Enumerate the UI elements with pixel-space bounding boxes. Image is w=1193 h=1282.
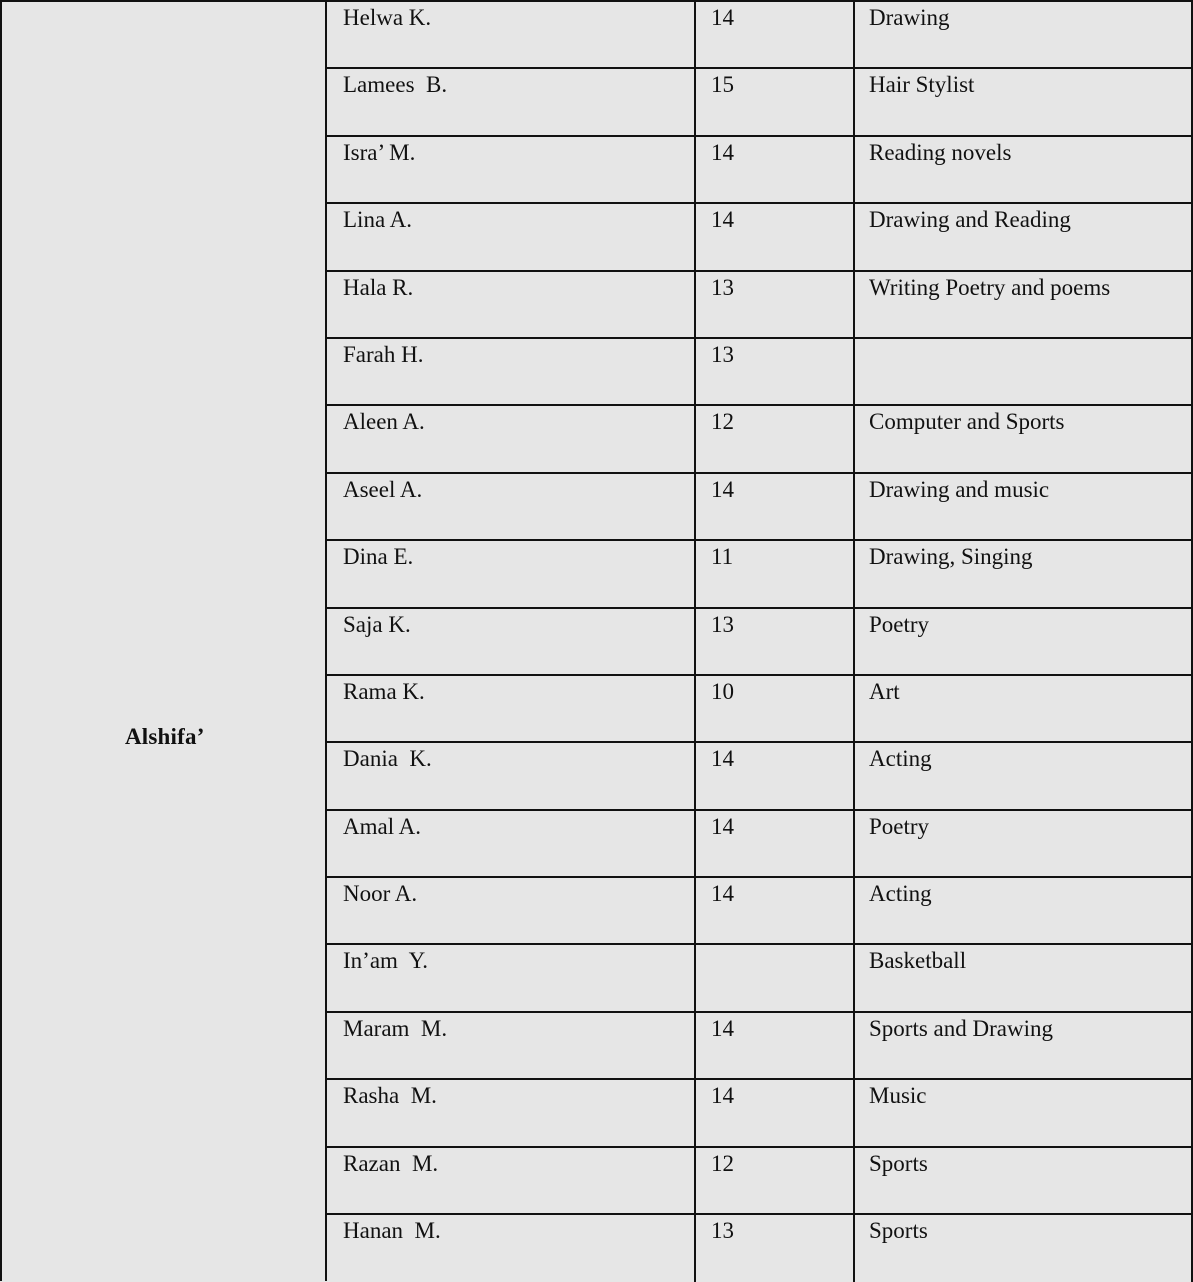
age-cell [696, 945, 855, 1010]
hobby-cell: Writing Poetry and poems [855, 272, 1193, 337]
name-cell: Farah H. [327, 339, 696, 404]
age-cell: 13 [696, 272, 855, 337]
hobby-cell: Art [855, 676, 1193, 741]
age-cell: 13 [696, 1215, 855, 1282]
age-cell: 14 [696, 811, 855, 876]
table-row [327, 945, 1193, 1012]
hobby-cell [855, 339, 1193, 404]
age-cell: 10 [696, 676, 855, 741]
hobby-cell: Music [855, 1080, 1193, 1145]
group-label: Alshifa’ [125, 724, 205, 749]
hobby-cell: Poetry [855, 609, 1193, 674]
table-row [327, 406, 1193, 473]
hobby-cell: Drawing, Singing [855, 541, 1193, 606]
name-cell: Dina E. [327, 541, 696, 606]
hobby-cell: Basketball [855, 945, 1193, 1010]
table-row [327, 137, 1193, 204]
group-cell [0, 0, 327, 1281]
name-cell: Aseel A. [327, 474, 696, 539]
hobby-cell: Poetry [855, 811, 1193, 876]
name-cell: Rama K. [327, 676, 696, 741]
hobby-cell: Drawing and music [855, 474, 1193, 539]
age-cell: 14 [696, 1080, 855, 1145]
table-row [327, 676, 1193, 743]
hobby-cell: Hair Stylist [855, 69, 1193, 134]
hobby-cell: Reading novels [855, 137, 1193, 202]
hobby-cell: Acting [855, 878, 1193, 943]
name-cell: In’am Y. [327, 945, 696, 1010]
hobby-cell: Acting [855, 743, 1193, 808]
name-cell: Hanan M. [327, 1215, 696, 1282]
age-cell: 14 [696, 204, 855, 269]
table-row [327, 1080, 1193, 1147]
hobby-cell: Drawing and Reading [855, 204, 1193, 269]
age-cell: 14 [696, 1013, 855, 1078]
hobby-cell: Sports [855, 1148, 1193, 1213]
table-row [327, 204, 1193, 271]
name-cell: Noor A. [327, 878, 696, 943]
table-row [327, 878, 1193, 945]
name-cell: Amal A. [327, 811, 696, 876]
age-cell: 13 [696, 609, 855, 674]
name-cell: Aleen A. [327, 406, 696, 471]
name-cell: Razan M. [327, 1148, 696, 1213]
name-cell: Helwa K. [327, 2, 696, 67]
name-cell: Saja K. [327, 609, 696, 674]
name-cell: Hala R. [327, 272, 696, 337]
name-cell: Isra’ M. [327, 137, 696, 202]
table-row [327, 339, 1193, 406]
students-table [327, 0, 1193, 1281]
hobby-cell: Computer and Sports [855, 406, 1193, 471]
name-cell: Lina A. [327, 204, 696, 269]
name-cell: Lamees B. [327, 69, 696, 134]
table-row [327, 1215, 1193, 1282]
table-row [327, 541, 1193, 608]
age-cell: 13 [696, 339, 855, 404]
name-cell: Maram M. [327, 1013, 696, 1078]
table-row [327, 743, 1193, 810]
table-row [327, 69, 1193, 136]
age-cell: 14 [696, 743, 855, 808]
age-cell: 11 [696, 541, 855, 606]
age-cell: 12 [696, 1148, 855, 1213]
age-cell: 14 [696, 878, 855, 943]
table-row [327, 811, 1193, 878]
name-cell: Dania K. [327, 743, 696, 808]
hobby-cell: Sports [855, 1215, 1193, 1282]
age-cell: 14 [696, 137, 855, 202]
table-row [327, 1148, 1193, 1215]
hobby-cell: Drawing [855, 2, 1193, 67]
age-cell: 15 [696, 69, 855, 134]
hobby-cell: Sports and Drawing [855, 1013, 1193, 1078]
age-cell: 14 [696, 474, 855, 539]
table-row [327, 1013, 1193, 1080]
table-row [327, 272, 1193, 339]
age-cell: 14 [696, 2, 855, 67]
name-cell: Rasha M. [327, 1080, 696, 1145]
table-row [327, 609, 1193, 676]
table-row [327, 2, 1193, 69]
table-row [327, 474, 1193, 541]
age-cell: 12 [696, 406, 855, 471]
